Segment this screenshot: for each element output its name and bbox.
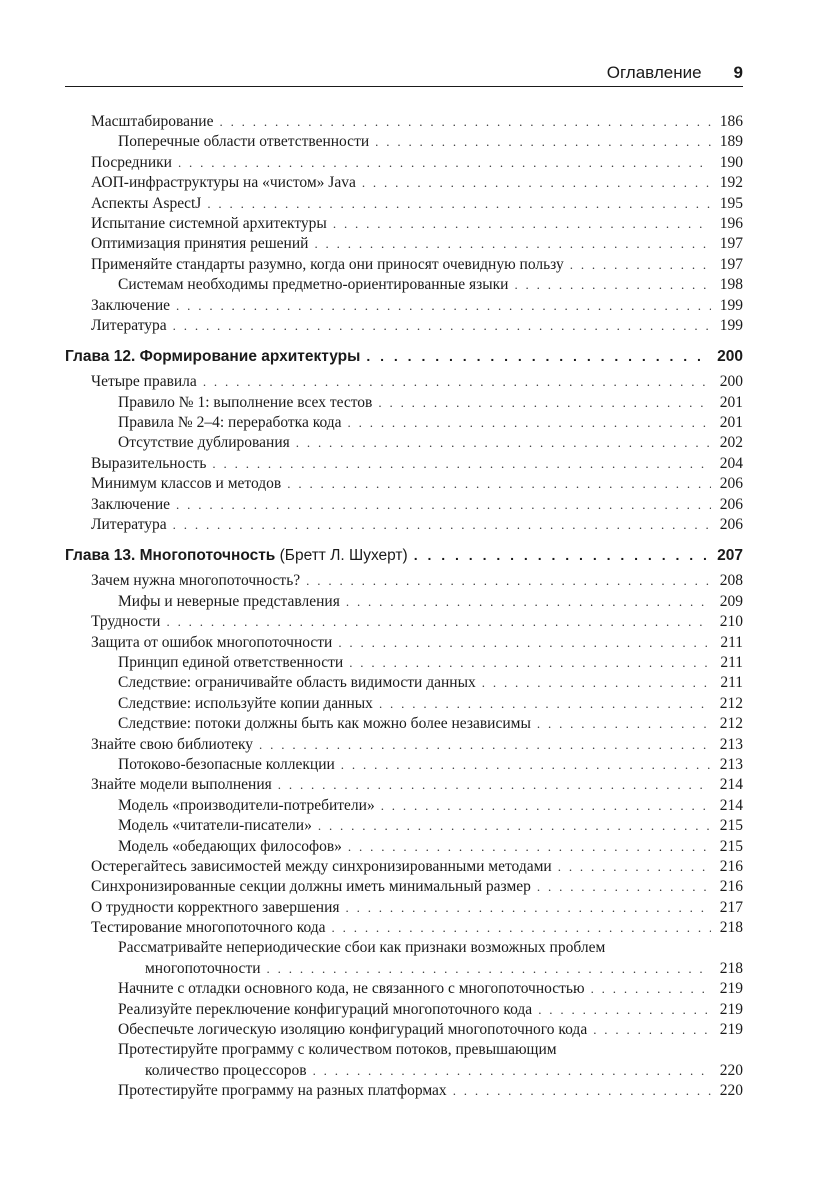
toc-entry-text: Применяйте стандарты разумно, когда они приносят очевидную пользу xyxy=(91,255,564,273)
toc-entry-text: Тестирование многопоточного кода xyxy=(91,919,326,937)
toc-entry-text: Трудности xyxy=(91,613,161,631)
toc-entry-page: 196 xyxy=(719,214,743,232)
toc-entry-text: Заключение xyxy=(91,296,171,314)
toc-entry[interactable] xyxy=(65,857,743,877)
toc-entry[interactable] xyxy=(65,571,743,591)
toc-entry-page: 216 xyxy=(719,878,743,896)
leader-dots xyxy=(381,796,711,816)
leader-dots xyxy=(348,413,711,433)
toc-entry-text: Защита от ошибок многопоточности xyxy=(91,633,333,651)
toc-entry-text: Следствие: используйте копии данных xyxy=(118,694,373,712)
toc-entry-page: 202 xyxy=(719,434,743,452)
leader-dots xyxy=(203,372,711,392)
toc-entry-text: Оптимизация принятия решений xyxy=(91,235,309,253)
toc-entry-page: 210 xyxy=(719,613,743,631)
toc-entry-page: 198 xyxy=(719,276,743,294)
leader-dots xyxy=(538,1000,711,1020)
toc-entry-text: Следствие: ограничивайте область видимости данных xyxy=(118,674,476,692)
toc-entry-text: Заключение xyxy=(91,495,171,513)
toc-entry-page: 200 xyxy=(719,373,743,391)
toc-entry-text: Начните с отладки основного кода, не связанного с многопоточностью xyxy=(118,980,585,998)
toc-entry-page: 212 xyxy=(719,694,743,712)
chapter-13-page: 207 xyxy=(717,547,743,565)
toc-entry-text: Протестируйте программу на разных платформах xyxy=(118,1082,447,1100)
toc-entry-page: 208 xyxy=(719,572,743,590)
toc-entry-text: Масштабирование xyxy=(91,113,214,130)
toc-entry[interactable] xyxy=(65,173,743,193)
toc-entry-text: Системам необходимы предметно-ориентированные языки xyxy=(118,276,509,294)
toc-entry[interactable] xyxy=(65,275,743,295)
toc-entry-page: 220 xyxy=(719,1082,743,1100)
toc-entry[interactable] xyxy=(65,474,743,494)
toc-entry-text: Знайте свою библиотеку xyxy=(91,735,254,753)
toc-entry-page: 189 xyxy=(719,133,743,151)
toc-entry-page: 206 xyxy=(719,516,743,534)
toc-entry-text: Модель «читатели-писатели» xyxy=(118,817,312,835)
leader-dots xyxy=(453,1081,711,1101)
leader-dots xyxy=(593,1020,711,1040)
leader-dots xyxy=(314,234,711,254)
leader-dots xyxy=(570,255,711,275)
toc-entry-page: 192 xyxy=(719,174,743,192)
toc-entry[interactable] xyxy=(65,735,743,755)
toc-entry-text: О трудности корректного завершения xyxy=(91,898,340,916)
page-number: 9 xyxy=(733,63,743,82)
toc-entry-text: Правило № 1: выполнение всех тестов xyxy=(118,393,373,411)
toc-entry-page: 199 xyxy=(719,296,743,314)
chapter-12-entry[interactable] xyxy=(65,346,743,366)
leader-dots xyxy=(414,545,711,565)
toc-entry-page: 211 xyxy=(720,633,743,651)
leader-dots xyxy=(346,898,712,918)
toc-entry[interactable] xyxy=(65,714,743,734)
toc-entry[interactable] xyxy=(65,898,743,918)
toc-entry-text: Мифы и неверные представления xyxy=(118,592,340,610)
chapter-13-author: (Бретт Л. Шухерт) xyxy=(279,547,408,565)
leader-dots xyxy=(296,433,711,453)
toc-entry-page: 201 xyxy=(719,393,743,411)
toc-entry[interactable] xyxy=(65,255,743,275)
toc-entry-wrapped-b-line1[interactable] xyxy=(65,1040,743,1060)
toc-entry-page: 212 xyxy=(719,715,743,733)
table-of-contents xyxy=(65,112,743,1102)
toc-entry-page: 218 xyxy=(719,959,743,977)
toc-entry[interactable] xyxy=(65,296,743,316)
toc-entry-page: 220 xyxy=(719,1061,743,1079)
toc-entry-page: 199 xyxy=(719,316,743,334)
toc-entry[interactable] xyxy=(65,694,743,714)
toc-entry-page: 186 xyxy=(719,113,743,130)
toc-entry-text: Аспекты AspectJ xyxy=(91,194,202,212)
toc-entry-wrapped-a-line2[interactable] xyxy=(65,959,743,979)
leader-dots xyxy=(176,495,711,515)
leader-dots xyxy=(318,816,711,836)
toc-entry-page: 213 xyxy=(719,755,743,773)
toc-entry-page: 214 xyxy=(719,776,743,794)
leader-dots xyxy=(349,653,711,673)
toc-entry-text: количество процессоров xyxy=(145,1061,307,1079)
toc-entry-text: Реализуйте переключение конфигураций многопоточного кода xyxy=(118,1000,533,1018)
toc-entry[interactable] xyxy=(65,316,743,336)
toc-entry-wrapped-a-line1[interactable] xyxy=(65,938,743,958)
toc-entry-text: Правила № 2–4: переработка кода xyxy=(118,414,342,432)
leader-dots xyxy=(212,454,711,474)
chapter-13-title: Глава 13. Многопоточность xyxy=(65,547,276,565)
leader-dots xyxy=(219,112,711,132)
leader-dots xyxy=(306,571,711,591)
toc-entry-text: многопоточности xyxy=(145,959,261,977)
leader-dots xyxy=(267,959,711,979)
toc-entry-text: Знайте модели выполнения xyxy=(91,776,272,794)
toc-entry[interactable] xyxy=(65,1000,743,1020)
toc-entry[interactable] xyxy=(65,796,743,816)
toc-entry-text: Модель «обедающих философов» xyxy=(118,837,342,855)
leader-dots xyxy=(558,857,711,877)
leader-dots xyxy=(313,1061,711,1081)
toc-entry[interactable] xyxy=(65,495,743,515)
toc-entry[interactable] xyxy=(65,112,743,132)
toc-entry[interactable] xyxy=(65,214,743,234)
toc-entry-page: 216 xyxy=(719,857,743,875)
toc-entry-text: Следствие: потоки должны быть как можно более независимы xyxy=(118,715,531,733)
toc-entry-text: Модель «производители-потребители» xyxy=(118,796,375,814)
toc-entry[interactable] xyxy=(65,877,743,897)
toc-entry-page: 195 xyxy=(719,194,743,212)
toc-entry-text: Остерегайтесь зависимостей между синхронизированными методами xyxy=(91,857,552,875)
toc-entry-page: 214 xyxy=(719,796,743,814)
toc-entry-text: Обеспечьте логическую изоляцию конфигураций многопоточного кода xyxy=(118,1021,588,1039)
toc-entry-page: 213 xyxy=(719,735,743,753)
toc-entry-text: Испытание системной архитектуры xyxy=(91,214,327,232)
toc-entry-text: Потоково-безопасные коллекции xyxy=(118,755,335,773)
toc-entry-text: Зачем нужна многопоточность? xyxy=(91,572,301,590)
toc-entry-page: 217 xyxy=(719,898,743,916)
toc-group-2 xyxy=(65,372,743,535)
toc-entry-page: 206 xyxy=(719,475,743,493)
toc-entry-page: 209 xyxy=(719,592,743,610)
toc-entry-text: Отсутствие дублирования xyxy=(118,434,290,452)
toc-group-5 xyxy=(65,1081,743,1101)
toc-entry[interactable] xyxy=(65,612,743,632)
toc-entry-text: АОП-инфраструктуры на «чистом» Java xyxy=(91,174,356,192)
toc-entry-page: 201 xyxy=(719,414,743,432)
toc-entry-page: 215 xyxy=(719,817,743,835)
leader-dots xyxy=(378,393,711,413)
toc-entry[interactable] xyxy=(65,372,743,392)
toc-entry[interactable] xyxy=(65,918,743,938)
toc-group-3 xyxy=(65,571,743,938)
toc-entry[interactable] xyxy=(65,234,743,254)
toc-entry-page: 219 xyxy=(719,1021,743,1039)
toc-entry[interactable] xyxy=(65,132,743,152)
leader-dots xyxy=(338,633,711,653)
toc-entry[interactable] xyxy=(65,153,743,173)
leader-dots xyxy=(176,296,711,316)
toc-entry-text: Рассматривайте непериодические сбои как признаки возможных проблем xyxy=(118,939,606,957)
leader-dots xyxy=(332,918,711,938)
leader-dots xyxy=(259,735,711,755)
leader-dots xyxy=(482,673,711,693)
toc-entry-wrapped-b-line2[interactable] xyxy=(65,1061,743,1081)
toc-entry[interactable] xyxy=(65,816,743,836)
leader-dots xyxy=(166,612,711,632)
toc-entry-text: Литература xyxy=(91,516,167,534)
leader-dots xyxy=(173,515,711,535)
leader-dots xyxy=(207,194,711,214)
leader-dots xyxy=(379,694,711,714)
chapter-12-page: 200 xyxy=(717,348,743,366)
toc-entry-page: 219 xyxy=(719,980,743,998)
leader-dots xyxy=(514,275,711,295)
toc-group-4 xyxy=(65,979,743,1040)
leader-dots xyxy=(178,153,711,173)
toc-entry-page: 204 xyxy=(719,454,743,472)
leader-dots xyxy=(341,755,711,775)
toc-entry[interactable] xyxy=(65,1020,743,1040)
toc-entry-text: Посредники xyxy=(91,153,172,171)
toc-group-1 xyxy=(65,112,743,336)
leader-dots xyxy=(366,346,711,366)
toc-entry[interactable] xyxy=(65,194,743,214)
chapter-13-entry[interactable] xyxy=(65,545,743,565)
toc-entry[interactable] xyxy=(65,837,743,857)
toc-entry[interactable] xyxy=(65,393,743,413)
leader-dots xyxy=(346,592,711,612)
toc-entry[interactable] xyxy=(65,755,743,775)
toc-entry-page: 218 xyxy=(719,919,743,937)
toc-entry-text: Синхронизированные секции должны иметь минимальный размер xyxy=(91,878,531,896)
leader-dots xyxy=(537,877,711,897)
toc-entry-page: 211 xyxy=(720,653,743,671)
leader-dots xyxy=(278,775,711,795)
toc-entry-page: 197 xyxy=(719,235,743,253)
toc-entry[interactable] xyxy=(65,653,743,673)
chapter-12-title: Глава 12. Формирование архитектуры xyxy=(65,348,361,366)
leader-dots xyxy=(591,979,711,999)
leader-dots xyxy=(287,474,711,494)
toc-entry-page: 206 xyxy=(719,495,743,513)
toc-entry-page: 197 xyxy=(719,255,743,273)
toc-entry[interactable] xyxy=(65,592,743,612)
toc-entry[interactable] xyxy=(65,775,743,795)
toc-entry[interactable] xyxy=(65,979,743,999)
toc-entry[interactable] xyxy=(65,413,743,433)
toc-entry[interactable] xyxy=(65,433,743,453)
leader-dots xyxy=(537,714,711,734)
toc-entry-text: Протестируйте программу с количеством потоков, превышающим xyxy=(118,1041,557,1059)
page-header xyxy=(65,60,743,87)
toc-entry-text: Принцип единой ответственности xyxy=(118,653,344,671)
running-title: Оглавление xyxy=(606,63,702,82)
toc-entry-text: Литература xyxy=(91,316,167,334)
toc-entry-text: Поперечные области ответственности xyxy=(118,133,370,151)
leader-dots xyxy=(348,837,711,857)
toc-entry-page: 215 xyxy=(719,837,743,855)
leader-dots xyxy=(375,132,711,152)
toc-entry[interactable] xyxy=(65,1081,743,1101)
toc-entry-page: 190 xyxy=(719,153,743,171)
leader-dots xyxy=(173,316,711,336)
toc-entry-text: Четыре правила xyxy=(91,373,197,391)
toc-entry[interactable] xyxy=(65,633,743,653)
toc-entry-text: Минимум классов и методов xyxy=(91,475,282,493)
toc-entry-text: Выразительность xyxy=(91,454,207,472)
leader-dots xyxy=(333,214,711,234)
toc-entry-page: 211 xyxy=(720,674,743,692)
toc-entry[interactable] xyxy=(65,673,743,693)
toc-entry[interactable] xyxy=(65,515,743,535)
toc-entry[interactable] xyxy=(65,454,743,474)
toc-entry-page: 219 xyxy=(719,1000,743,1018)
leader-dots xyxy=(362,173,711,193)
